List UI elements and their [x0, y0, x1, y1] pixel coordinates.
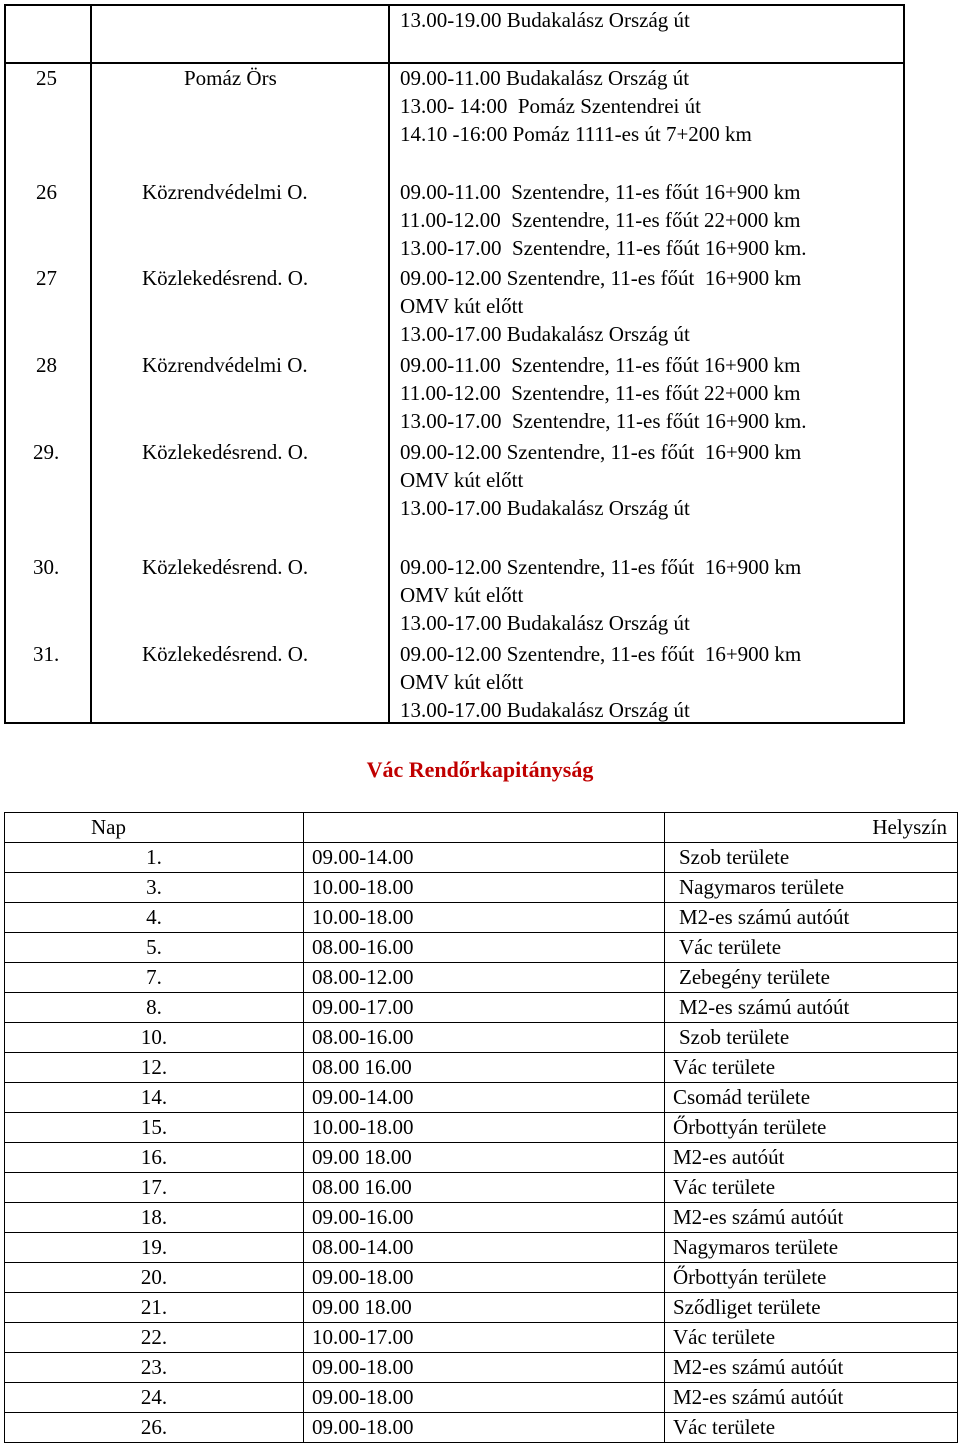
- place-cell: Csomád területe: [665, 1083, 958, 1113]
- schedule-line: 09.00-12.00 Szentendre, 11-es főút 16+900 km: [400, 266, 802, 290]
- place-cell: Vác területe: [665, 1323, 958, 1353]
- schedule-line: 11.00-12.00 Szentendre, 11-es főút 22+000 km: [400, 208, 801, 232]
- header-time: [304, 813, 665, 843]
- row-number: 30.: [33, 555, 60, 579]
- place-cell: Szob területe: [665, 843, 958, 873]
- table-row: [5, 1353, 958, 1383]
- schedule-line: 09.00-12.00 Szentendre, 11-es főút 16+900 km: [400, 440, 802, 464]
- row-number: 31.: [33, 642, 60, 666]
- time-cell: 10.00-17.00: [304, 1323, 665, 1353]
- time-cell: 09.00-14.00: [304, 1083, 665, 1113]
- schedule-line: 13.00-17.00 Budakalász Ország út: [400, 496, 690, 520]
- time-cell: 09.00-16.00: [304, 1203, 665, 1233]
- row-number: 29.: [33, 440, 60, 464]
- place-cell: Őrbottyán területe: [665, 1263, 958, 1293]
- table-row: [5, 1323, 958, 1353]
- time-cell: 10.00-18.00: [304, 873, 665, 903]
- time-cell: 10.00-18.00: [304, 903, 665, 933]
- schedule-line: 09.00-11.00 Szentendre, 11-es főút 16+900 km: [400, 353, 801, 377]
- time-cell: 09.00-18.00: [304, 1383, 665, 1413]
- day-cell: 3.: [5, 873, 304, 903]
- header-day: Nap: [5, 813, 304, 843]
- table-body: [5, 843, 958, 1443]
- row-number: 28: [36, 353, 57, 377]
- schedule-line: 09.00-11.00 Budakalász Ország út: [400, 66, 690, 90]
- table-row: [5, 1173, 958, 1203]
- day-cell: 1.: [5, 843, 304, 873]
- table-row: [5, 873, 958, 903]
- table-row: [5, 933, 958, 963]
- schedule-line: 09.00-11.00 Szentendre, 11-es főút 16+900 km: [400, 180, 801, 204]
- day-cell: 7.: [5, 963, 304, 993]
- place-cell: Zebegény területe: [665, 963, 958, 993]
- day-cell: 14.: [5, 1083, 304, 1113]
- day-cell: 21.: [5, 1293, 304, 1323]
- header-place: Helyszín: [665, 813, 958, 843]
- time-cell: 08.00-12.00: [304, 963, 665, 993]
- table-row: [5, 1293, 958, 1323]
- time-cell: 08.00-16.00: [304, 933, 665, 963]
- schedule-line: 14.10 -16:00 Pomáz 1111-es út 7+200 km: [400, 122, 752, 146]
- day-cell: 5.: [5, 933, 304, 963]
- table-row: [5, 1233, 958, 1263]
- place-cell: M2-es számú autóút: [665, 993, 958, 1023]
- place-cell: Vác területe: [665, 933, 958, 963]
- table-row: [5, 1023, 958, 1053]
- day-cell: 4.: [5, 903, 304, 933]
- time-cell: 09.00 18.00: [304, 1143, 665, 1173]
- table-row: [5, 1143, 958, 1173]
- time-cell: 08.00 16.00: [304, 1053, 665, 1083]
- day-cell: 10.: [5, 1023, 304, 1053]
- schedule-line: 13.00-17.00 Budakalász Ország út: [400, 611, 690, 635]
- day-cell: 17.: [5, 1173, 304, 1203]
- place-cell: Vác területe: [665, 1173, 958, 1203]
- table-row: [5, 843, 958, 873]
- time-cell: 09.00-17.00: [304, 993, 665, 1023]
- day-cell: 22.: [5, 1323, 304, 1353]
- table-row: [5, 1053, 958, 1083]
- day-cell: 16.: [5, 1143, 304, 1173]
- row-number: 25: [36, 66, 57, 90]
- row-number: 27: [36, 266, 57, 290]
- day-cell: 8.: [5, 993, 304, 1023]
- day-cell: 18.: [5, 1203, 304, 1233]
- schedule-line: OMV kút előtt: [400, 583, 524, 607]
- unit-name: Közrendvédelmi O.: [142, 353, 308, 377]
- place-cell: Vác területe: [665, 1053, 958, 1083]
- schedule-line: 13.00-17.00 Szentendre, 11-es főút 16+900 km.: [400, 409, 807, 433]
- schedule-line: 13.00- 14:00 Pomáz Szentendrei út: [400, 94, 701, 118]
- time-cell: 09.00 18.00: [304, 1293, 665, 1323]
- top-table-border-right: [903, 4, 905, 724]
- day-cell: 12.: [5, 1053, 304, 1083]
- unit-name: Pomáz Örs: [184, 66, 277, 90]
- place-cell: Nagymaros területe: [665, 1233, 958, 1263]
- top-table-border-col1: [90, 4, 92, 724]
- schedule-line: 09.00-12.00 Szentendre, 11-es főút 16+900 km: [400, 555, 802, 579]
- time-cell: 10.00-18.00: [304, 1113, 665, 1143]
- place-cell: Vác területe: [665, 1413, 958, 1443]
- unit-name: Közrendvédelmi O.: [142, 180, 308, 204]
- time-cell: 08.00-14.00: [304, 1233, 665, 1263]
- place-cell: M2-es számú autóút: [665, 1203, 958, 1233]
- table-row: [5, 963, 958, 993]
- time-cell: 09.00-18.00: [304, 1263, 665, 1293]
- time-cell: 09.00-18.00: [304, 1353, 665, 1383]
- time-cell: 08.00-16.00: [304, 1023, 665, 1053]
- place-cell: Nagymaros területe: [665, 873, 958, 903]
- time-cell: 09.00-14.00: [304, 843, 665, 873]
- place-cell: M2-es számú autóút: [665, 1353, 958, 1383]
- day-cell: 26.: [5, 1413, 304, 1443]
- unit-name: Közlekedésrend. O.: [142, 440, 309, 464]
- table-row: [5, 1203, 958, 1233]
- day-cell: 23.: [5, 1353, 304, 1383]
- place-cell: Őrbottyán területe: [665, 1113, 958, 1143]
- schedule-line: 09.00-12.00 Szentendre, 11-es főút 16+900 km: [400, 642, 802, 666]
- table-row: [5, 1383, 958, 1413]
- vac-schedule-table: [4, 812, 958, 1443]
- table-row: [5, 1113, 958, 1143]
- day-cell: 15.: [5, 1113, 304, 1143]
- place-cell: Sződliget területe: [665, 1293, 958, 1323]
- top-table-border-col2: [388, 4, 390, 724]
- schedule-line: 11.00-12.00 Szentendre, 11-es főút 22+000 km: [400, 381, 801, 405]
- section-title: Vác Rendőrkapitányság: [366, 757, 594, 782]
- day-cell: 24.: [5, 1383, 304, 1413]
- top-table-border-left: [4, 4, 6, 724]
- day-cell: 19.: [5, 1233, 304, 1263]
- schedule-line: 13.00-17.00 Szentendre, 11-es főút 16+900 km.: [400, 236, 807, 260]
- schedule-line: 13.00-17.00 Budakalász Ország út: [400, 322, 690, 346]
- day-cell: 20.: [5, 1263, 304, 1293]
- table-header-row: [5, 813, 958, 843]
- schedule-line: OMV kút előtt: [400, 670, 524, 694]
- unit-name: Közlekedésrend. O.: [142, 642, 309, 666]
- table-row: [5, 903, 958, 933]
- table-row: [5, 1263, 958, 1293]
- place-cell: M2-es számú autóút: [665, 1383, 958, 1413]
- schedule-line: OMV kút előtt: [400, 294, 524, 318]
- schedule-line: 13.00-19.00 Budakalász Ország út: [400, 8, 690, 32]
- table-row: [5, 993, 958, 1023]
- table-row: [5, 1413, 958, 1443]
- row-number: 26: [36, 180, 57, 204]
- time-cell: 09.00-18.00: [304, 1413, 665, 1443]
- place-cell: Szob területe: [665, 1023, 958, 1053]
- place-cell: M2-es számú autóút: [665, 903, 958, 933]
- time-cell: 08.00 16.00: [304, 1173, 665, 1203]
- schedule-line: OMV kút előtt: [400, 468, 524, 492]
- unit-name: Közlekedésrend. O.: [142, 555, 309, 579]
- unit-name: Közlekedésrend. O.: [142, 266, 309, 290]
- place-cell: M2-es autóút: [665, 1143, 958, 1173]
- table-row: [5, 1083, 958, 1113]
- schedule-line: 13.00-17.00 Budakalász Ország út: [400, 698, 690, 722]
